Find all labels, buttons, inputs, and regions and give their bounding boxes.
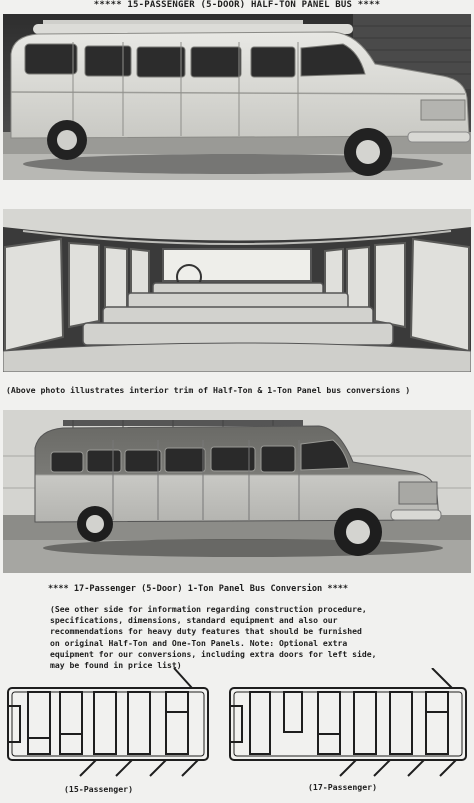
floor-plan-17-passenger	[230, 668, 466, 776]
floor-plans	[0, 668, 474, 778]
photo-17-passenger-bus	[3, 410, 471, 573]
note-paragraph: (See other side for information regarding construction procedure, specifications, dimensions, standard equipment and also our recommendations for heavy duty features that should be furnished on original Half-Ton and One-Ton Panels. Note: Optional extra equipment for our conversions, including extra doors for left side, may be found in price list)	[50, 604, 377, 671]
plan-label-15-passenger: (15-Passenger)	[64, 784, 134, 794]
page-title: ***** 15-PASSENGER (5-DOOR) HALF-TON PANEL BUS ****	[93, 0, 381, 10]
interior-caption: (Above photo illustrates interior trim of Half-Ton & 1-Ton Panel bus conversions )	[6, 385, 411, 395]
floor-plan-15-passenger	[8, 668, 208, 776]
photo-interior	[3, 209, 471, 372]
section-title-17-passenger: **** 17-Passenger (5-Door) 1-Ton Panel Bus Conversion ****	[48, 584, 349, 594]
photo-15-passenger-bus	[3, 14, 471, 180]
plan-label-17-passenger: (17-Passenger)	[308, 782, 378, 792]
